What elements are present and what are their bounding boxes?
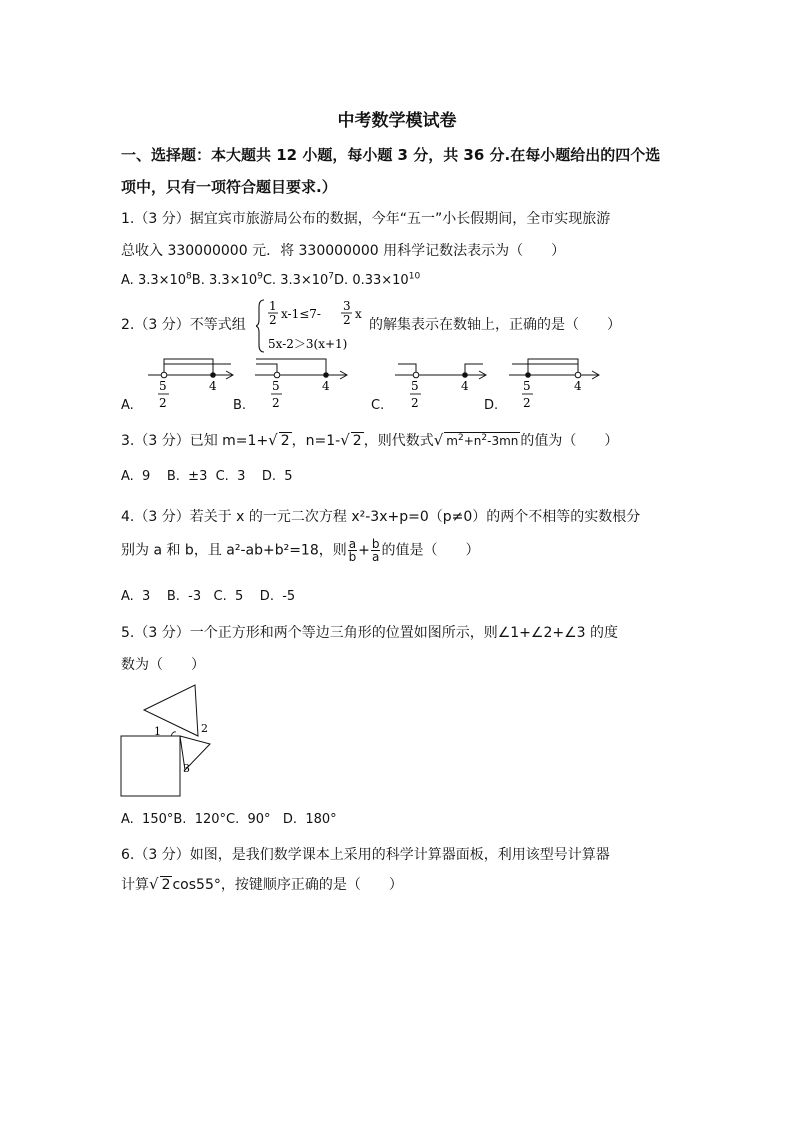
number-line-a	[148, 359, 233, 410]
number-line-b	[255, 359, 347, 410]
q2-ineq1-frac-den: 2	[343, 313, 351, 327]
q4-fraction-a-over-b: $\frac{a}{b}$	[348, 537, 357, 564]
q2-ineq1-mid: x-1≤7-	[281, 307, 321, 321]
page-title: 中考数学模试卷	[337, 111, 457, 131]
q1-line-2: 总收入 330000000 元．将 330000000 用科学记数法表示为（ ）	[121, 243, 566, 259]
axis-a-frac-num: 5	[159, 379, 167, 393]
q1-option-d[interactable]: D. $0.33\times 10^{10}$	[334, 272, 421, 289]
q5-options[interactable]: A. 150°B. 120°C. 90° D. 180°	[121, 812, 337, 827]
axis-d-right-label: 4	[574, 379, 582, 393]
q6-radicand: 2	[161, 877, 171, 893]
q6-line-1: 6.（3 分）如图，是我们数学课本上采用的科学计算器面板，利用该型号计算器	[121, 847, 610, 863]
angle-2-label: 2	[201, 722, 208, 735]
q1-line-1: 1.（3 分）据宜宾市旅游局公布的数据，今年“五一”小长假期间，全市实现旅游	[121, 211, 611, 227]
axis-c-right-label: 4	[461, 379, 469, 393]
q2-option-a[interactable]: A.	[121, 398, 134, 413]
axis-a-right-label: 4	[209, 379, 217, 393]
q4-options[interactable]: A. 3 B. -3 C. 5 D. -5	[121, 589, 296, 604]
q1-option-b[interactable]: B. $3.3\times 10^9$	[191, 272, 263, 289]
q5-line-1: 5.（3 分）一个正方形和两个等边三角形的位置如图所示，则∠1+∠2+∠3 的度	[121, 625, 618, 641]
q6-line-2: 计算√ 2 cos55°，按键顺序正确的是（ ）	[121, 875, 403, 893]
angle-1-label: 1	[154, 725, 161, 738]
q2-ineq2: 5x-2＞3(x+1)	[268, 337, 348, 351]
number-line-d	[509, 359, 599, 410]
q4-line-2: 别为 a 和 b，且 a²-ab+b²=18，则 $\frac{a}{b}$ + $\frac{b}{a}$ 的值是（ ）	[121, 537, 480, 564]
axis-a-frac-den: 2	[159, 396, 167, 410]
section-heading-line-1: 一、选择题：本大题共 12 小题，每小题 3 分，共 36 分.在每小题给出的四个选	[121, 146, 661, 164]
q4-fraction-b-over-a: $\frac{b}{a}$	[371, 537, 380, 564]
axis-b-frac-num: 5	[272, 379, 280, 393]
q3-stem: 3.（3 分）已知 m=1+√ 2 ，n=1-√ 2 ，则代数式√ $m^2+n^2-3mn$ 的值为（ ）	[121, 431, 619, 449]
q3-expression: $m^2+n^2-3mn$	[446, 433, 519, 448]
angle-3-label: 3	[183, 762, 190, 775]
axis-b-frac-den: 2	[272, 396, 280, 410]
q5-line-2: 数为（ ）	[121, 657, 205, 673]
q2-ineq1-lead-num: 1	[269, 299, 277, 313]
q2-option-b[interactable]: B.	[233, 398, 247, 413]
q1-option-a[interactable]: A. $3.3\times 10^8$	[121, 272, 192, 289]
q3-radicand-a: 2	[280, 433, 290, 449]
q3-radicand-b: 2	[352, 433, 362, 449]
number-line-c	[395, 364, 486, 410]
axis-d-frac-den: 2	[523, 396, 531, 410]
q2-ineq1-frac-num: 3	[343, 299, 351, 313]
axis-b-right-label: 4	[322, 379, 330, 393]
q2-ineq1-lead-den: 2	[269, 313, 277, 327]
q2-option-c[interactable]: C.	[371, 398, 385, 413]
q3-options[interactable]: A. 9 B. ±3 C. 3 D. 5	[121, 469, 293, 484]
q4-line-1: 4.（3 分）若关于 x 的一元二次方程 x²-3x+p=0（p≠0）的两个不相等的实数根分	[121, 509, 641, 525]
q2-inequality-system	[256, 298, 370, 354]
axis-c-frac-den: 2	[411, 396, 419, 410]
axis-d-frac-num: 5	[523, 379, 531, 393]
q2-prefix: 2.（3 分）不等式组	[121, 317, 246, 333]
q5-figure	[115, 680, 225, 805]
q1-options	[121, 272, 420, 288]
section-heading-line-2: 项中，只有一项符合题目要求.）	[121, 178, 337, 196]
axis-c-frac-num: 5	[411, 379, 419, 393]
q2-suffix: 的解集表示在数轴上，正确的是（ ）	[369, 317, 621, 333]
q2-option-d[interactable]: D.	[484, 398, 499, 413]
q2-ineq1-tail: x	[355, 307, 362, 321]
q1-option-c[interactable]: C. $3.3\times 10^7$	[262, 272, 335, 289]
